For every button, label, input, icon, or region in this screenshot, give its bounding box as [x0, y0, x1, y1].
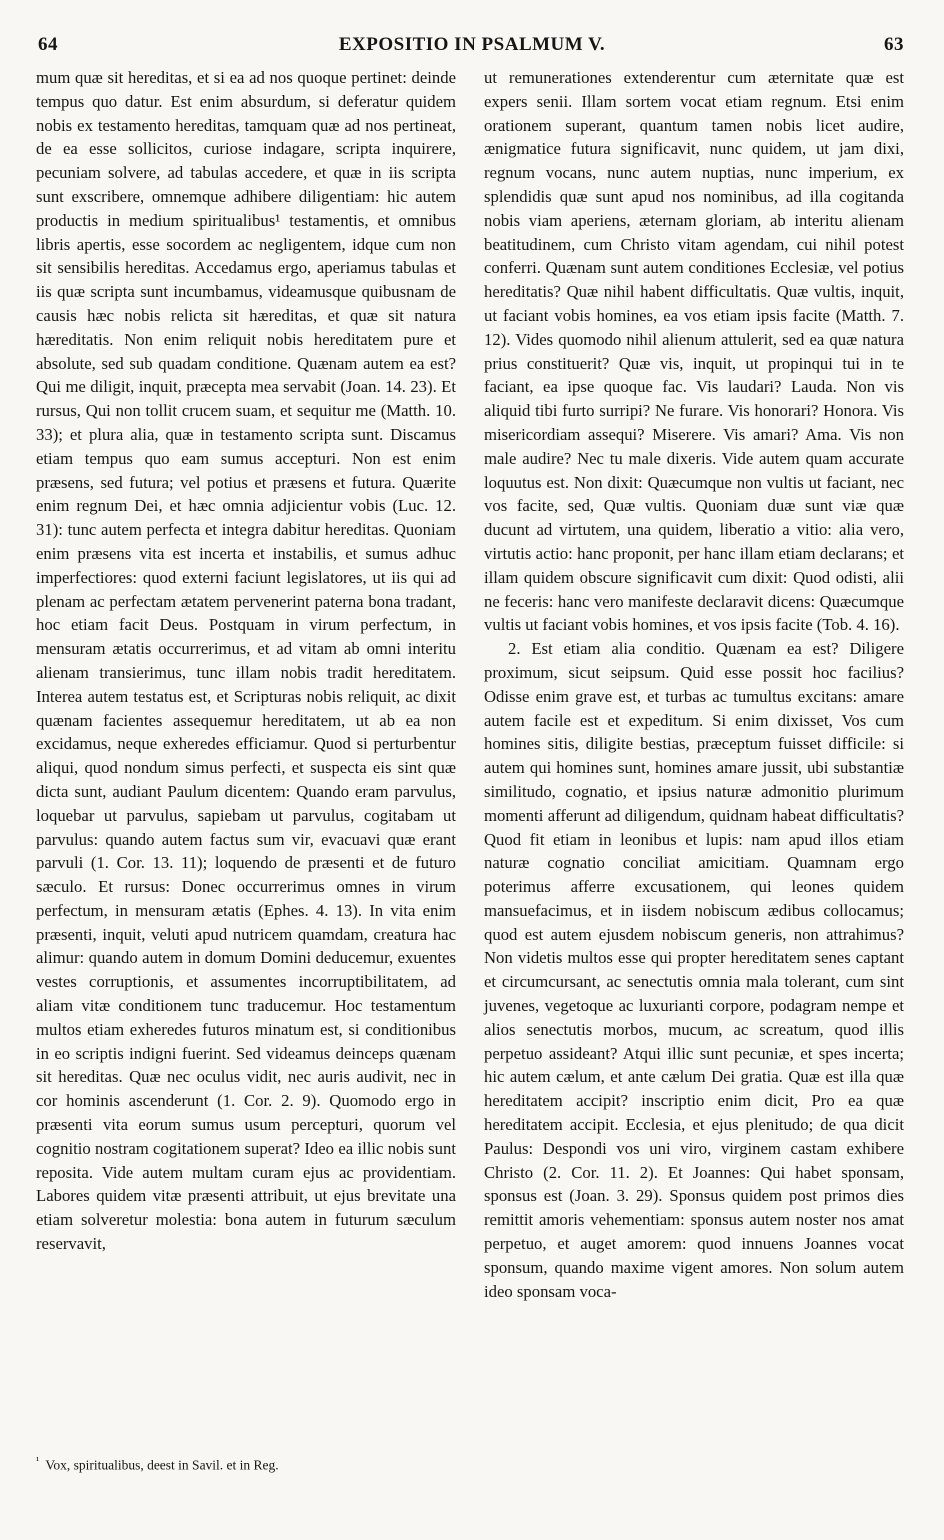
running-title: EXPOSITIO IN PSALMUM V. [338, 34, 606, 55]
right-paragraph-1: ut remunerationes extenderentur cum æternitate quæ est expers senii. Illam sortem vocat etiam regnum. Etsi enim orationem superant, quantum tamen nobis licet audire, ænigmatice futura significavit, nunc quidem, ut jam dixi, regnum vocans, nunc autem nuptias, nunc imperium, ex splendidis quæ sunt apud nos nominibus, ad illa cogitanda nobis viam aperiens, æternam gloriam, ab interitu alienam beatitudinem, cum Christo vitam agendam, cui nihil potest conferri. Quænam sunt autem conditiones Ecclesiæ, vel potius hereditatis? Quæ nihil habent difficultatis. Quæ vultis, inquit, ut faciant vobis homines, ea vos etiam ipsis facite (Matth. 7. 12). Vides quomodo nihil alienum attulerit, sed ea quæ natura prius constituerit? Quæ vis, inquit, ut propinqui tui in te faciant, ea ipse quoque fac. Vis laudari? Lauda. Non vis aliquid tibi furto surripi? Ne furare. Vis honorari? Honora. Vis misericordiam assequi? Miserere. Vis amari? Ama. Vis non male audire? Nec tu male dixeris. Vide autem quam accurate loquutus est. Non dixit: Quæcumque non vultis ut faciant, nec vos facite, sed, Quæ vultis. Quoniam duæ sunt viæ quæ ducunt ad virtutem, una quidem, liberatio a vitio: alia vero, virtutis actio: hanc proponit, per hanc illam etiam declarans; et illam quidem obscure significavit cum dixit: Quod odisti, alii ne feceris: hanc vero manifeste declaravit dicens: Quæcumque vultis ut faciant vobis homines, et vos ipsis facite (Tob. 4. 16). [484, 68, 904, 635]
page-number-right: 63 [884, 34, 904, 55]
left-paragraph-1: mum quæ sit hereditas, et si ea ad nos quoque pertinet: deinde tempus quo datur. Est enim absurdum, si deferatur quidem nobis ex testamento hereditas, tamquam quæ ad nos pertineat, de ea esse sollicitos, curiose indagare, scripta inquirere, pecuniam solvere, ad tabulas accedere, et quæ in iis scripta sunt exscribere, omnemque adhibere diligentiam: hic autem productis in medium spiritualibus¹ testamentis, et omnibus libris apertis, esse socordem ac negligentem, idque cum non sit sensibilis hereditas. Accedamus ergo, aperiamus tabulas et iis quæ scripta sunt incumbamus, videamusque quibusnam de causis hæc nobis relicta sit hæreditas, et quæ sit natura hæreditatis. Non enim reliquit nobis hereditatem pure et absolute, sed sub quadam conditione. Quænam autem ea est? Qui me diligit, inquit, præcepta mea servabit (Joan. 14. 23). Et rursus, Qui non tollit crucem suam, et sequitur me (Matth. 10. 33); et plura alia, quæ in testamento scripta sunt. Discamus etiam tempus quo eam sumus accepturi. Non est enim præsens, sed futura; vel potius et præsens et futura. Quærite enim regnum Dei, et hæc omnia adjicientur vobis (Luc. 12. 31): tunc autem perfecta et integra dabitur hereditas. Quoniam enim præsens vita est incerta et instabilis, et sumus adhuc imperfectiores: quod externi faciunt legislatores, ut iis qui ad plenam ac perfectam ætatem pervenerint paterna bona tradant, hoc etiam facit Deus. Postquam in virum perfectum, in mensuram ætatis occurrerimus, et ad vitam ab omni interitu alienam transierimus, tunc illam nobis tradit hereditatem. Interea autem testatus est, et Scripturas nobis reliquit, ac dixit quænam facientes assequemur hereditatem, ut ab ea non excidamus, neque exheredes efficiamur. Quod si perturbentur aliqui, quod nondum simus perfecti, et suspecta eis sint quæ dicta sunt, audiant Paulum dicentem: Quando eram parvulus, loquebar ut parvulus, sapiebam ut parvulus, cogitabam ut parvulus: quando autem factus sum vir, evacuavi quæ erant parvuli (1. Cor. 13. 11); loquendo de præsenti et de futuro sæculo. Et rursus: Donec occurrerimus omnes in virum perfectum, in mensuram ætatis (Ephes. 4. 13). In vita enim præsenti, inquit, veluti apud nutricem quamdam, creatura hac alimur: quando autem in domum Domini deducemur, exuentes vestes corruptionis, et assumentes incorruptibilitatem, ad aliam vitæ conditionem tunc traducemur. Hoc testamentum multos etiam exheredes futuros minatum est, si conditionibus in eo scriptis indigni fuerint. Sed videamus deinceps quænam sit hereditas. Quæ nec oculus vidit, nec auris audivit, nec in cor hominis ascenderunt (1. Cor. 2. 9). Quomodo ergo in præsenti vita eorum sumus usum percepturi, quorum vel cognitio nostram cogitationem superat? Ideo ea illic nobis sunt reposita. Vide autem multam curam ejus ac providentiam. Labores quidem vitæ præsenti attribuit, ut ejus brevitate una etiam solveretur molestia: bona autem in futurum sæculum reservavit, [36, 68, 456, 1254]
right-paragraph-2: 2. Est etiam alia conditio. Quænam ea est? Diligere proximum, sicut seipsum. Quid esse possit hoc facilius? Odisse enim grave est, et turbas ac tumultus excitans: amare autem facile est et expeditum. Si enim dixisset, Vos cum homines sitis, diligite bestias, præceptum fuisset difficile: si autem qui homines sunt, homines amare jussit, ubi substantiæ similitudo, cognatio, et ipsius naturæ admonitio plurimum momenti afferunt ad diligendum, quidnam habeat difficultatis? Quod fit etiam in leonibus et lupis: nam apud illos etiam naturæ cognatio conciliat amicitiam. Quamnam ergo poterimus afferre excusationem, qui leones quidem mansuefacimus, et in iisdem nobiscum ædibus collocamus; quod est autem ejusdem nobiscum generis, non attrahimus? Non videtis multos esse qui propter hereditatem senes captant et circumcursant, ac senectutis omnia mala tolerant, cum sint juvenes, vegetoque ac luxurianti corpore, podagram nempe et alios senectutis morbos, mucum, ac screatum, quod illis perpetuo assideant? Atqui illic sunt pecuniæ, et spes incerta; hic autem cælum, et ante cælum Dei gratia. Quæ est illa quæ hereditatem accipit? inscriptio enim dicit, Pro ea quæ hereditatem accipit. Ecclesia, et ejus plenitudo; de qua dicit Paulus: Despondi vos uni viro, virginem castam exhibere Christo (2. Cor. 11. 2). Et Joannes: Qui habet sponsam, sponsus est (Joan. 3. 29). Sponsus quidem post primos dies remittit amoris vehementiam: sponsus autem noster nos amat perpetuo, et auget amorem: quod innuens Joannes vocat sponsum, quando maxime vigent amores. Non solum autem ideo sponsam voca- [484, 639, 904, 1301]
right-column [484, 66, 904, 1303]
running-header [36, 34, 908, 66]
footnote-text: Vox, spiritualibus, deest in Savil. et in Reg. [45, 1457, 279, 1473]
page-number-left: 64 [38, 34, 58, 55]
footnote-mark: ¹ [36, 1455, 40, 1467]
footnote [36, 1452, 456, 1475]
left-column [36, 66, 456, 1256]
